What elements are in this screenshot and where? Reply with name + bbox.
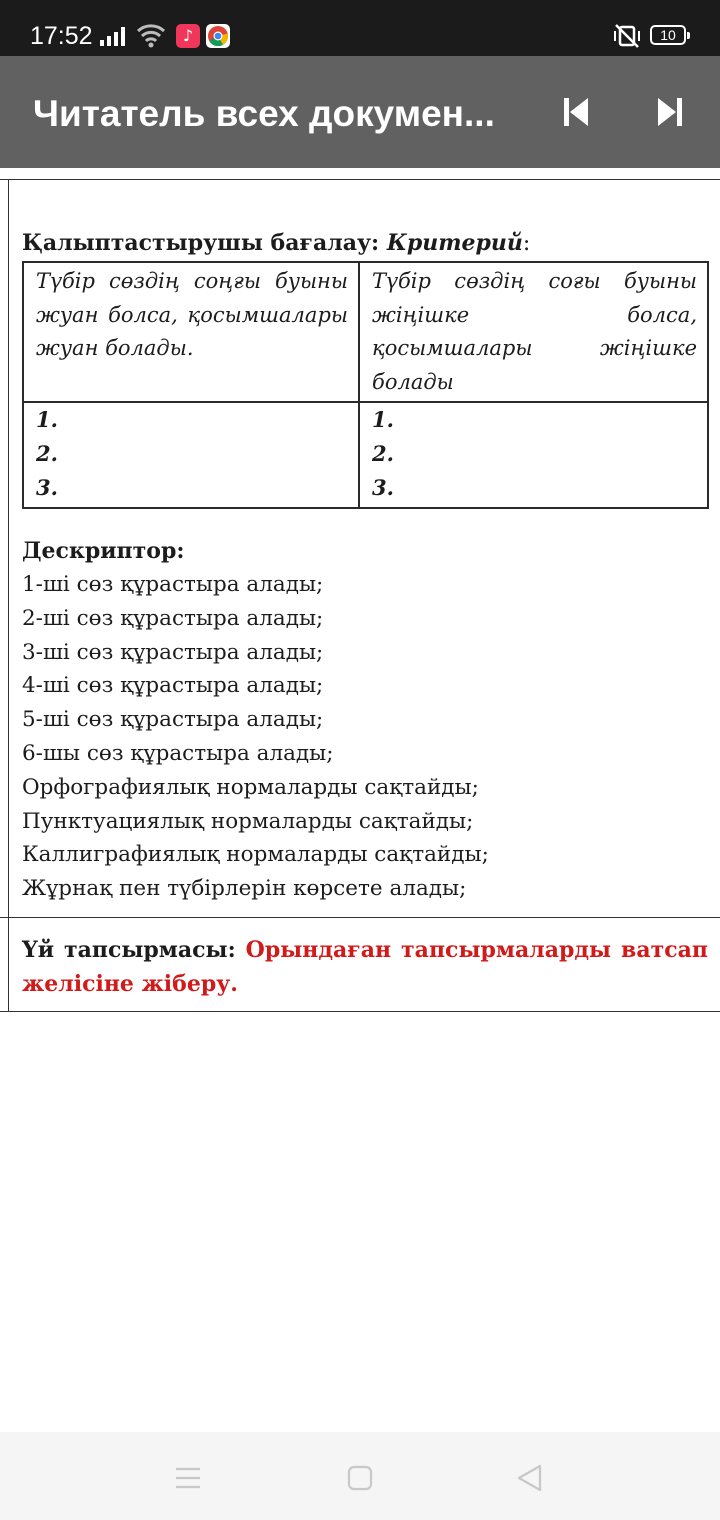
answer-line: 1.	[372, 407, 394, 432]
answer-line: 3.	[372, 475, 394, 500]
table-border-bottom	[0, 1011, 720, 1012]
criteria-header-front-vowel: Түбір сөздің соғы буыны жіңішке болса, қосымшалары жіңішке болады	[359, 262, 708, 402]
descriptor-item: Жұрнақ пен түбірлерін көрсете алады;	[22, 876, 467, 902]
answer-line: 2.	[36, 441, 58, 466]
descriptor-item: Пунктуациялық нормаларды сақтайды;	[22, 808, 474, 834]
skip-next-icon[interactable]	[648, 90, 692, 134]
battery-icon	[650, 25, 686, 45]
homework-label: Үй тапсырмасы:	[22, 937, 236, 963]
row-divider	[0, 917, 720, 918]
table-border-left	[8, 180, 9, 1012]
criteria-header-back-vowel: Түбір сөздің соңғы буыны жуан болса, қосымшалары жуан болады.	[23, 262, 359, 402]
battery-level: 10	[660, 27, 676, 43]
descriptor-item: 5-ші сөз құрастыра алады;	[22, 707, 324, 733]
home-icon[interactable]	[340, 1458, 380, 1498]
homework-text: Орындаған тапсырмаларды ватсап желісіне жіберу.	[22, 937, 708, 997]
descriptor-item: Орфографиялық нормаларды сақтайды;	[22, 774, 479, 800]
criteria-answers-left	[23, 402, 359, 508]
chrome-app-icon	[206, 24, 230, 48]
skip-previous-icon[interactable]	[554, 90, 598, 134]
signal-icon	[100, 26, 130, 46]
descriptor-item: 2-ші сөз құрастыра алады;	[22, 605, 324, 631]
answer-line: 2.	[372, 441, 394, 466]
criteria-word: Критерий	[386, 230, 523, 256]
app-toolbar	[0, 56, 720, 168]
app-title: Читатель всех докумен...	[33, 93, 495, 134]
descriptor-title: Дескриптор:	[22, 538, 185, 564]
criteria-table	[22, 261, 709, 509]
criteria-heading	[22, 228, 530, 259]
system-nav-bar	[0, 1432, 720, 1520]
homework-block	[22, 933, 708, 1001]
answer-line: 3.	[36, 475, 58, 500]
descriptor-list	[22, 568, 712, 906]
answer-line: 1.	[36, 407, 58, 432]
descriptor-item: 3-ші сөз құрастыра алады;	[22, 639, 324, 665]
status-bar	[0, 0, 720, 56]
music-app-icon: ♪	[176, 24, 200, 48]
vibrate-mute-icon	[612, 24, 642, 48]
document-page[interactable]	[0, 168, 720, 1432]
descriptor-item: 6-шы сөз құрастыра алады;	[22, 740, 334, 766]
descriptor-item: 4-ші сөз құрастыра алады;	[22, 673, 324, 699]
table-border-top	[0, 179, 720, 180]
wifi-icon	[136, 22, 166, 48]
descriptor-item: Каллиграфиялық нормаларды сақтайды;	[22, 842, 489, 868]
criteria-answer-row	[23, 402, 708, 508]
criteria-answers-right	[359, 402, 708, 508]
menu-icon[interactable]	[168, 1458, 208, 1498]
criteria-colon: :	[522, 231, 531, 256]
criteria-header-row	[23, 262, 708, 402]
back-icon[interactable]	[510, 1458, 550, 1498]
criteria-label: Қалыптастырушы бағалау:	[22, 230, 380, 256]
descriptor-item: 1-ші сөз құрастыра алады;	[22, 572, 324, 597]
status-time: 17:52	[30, 22, 93, 50]
